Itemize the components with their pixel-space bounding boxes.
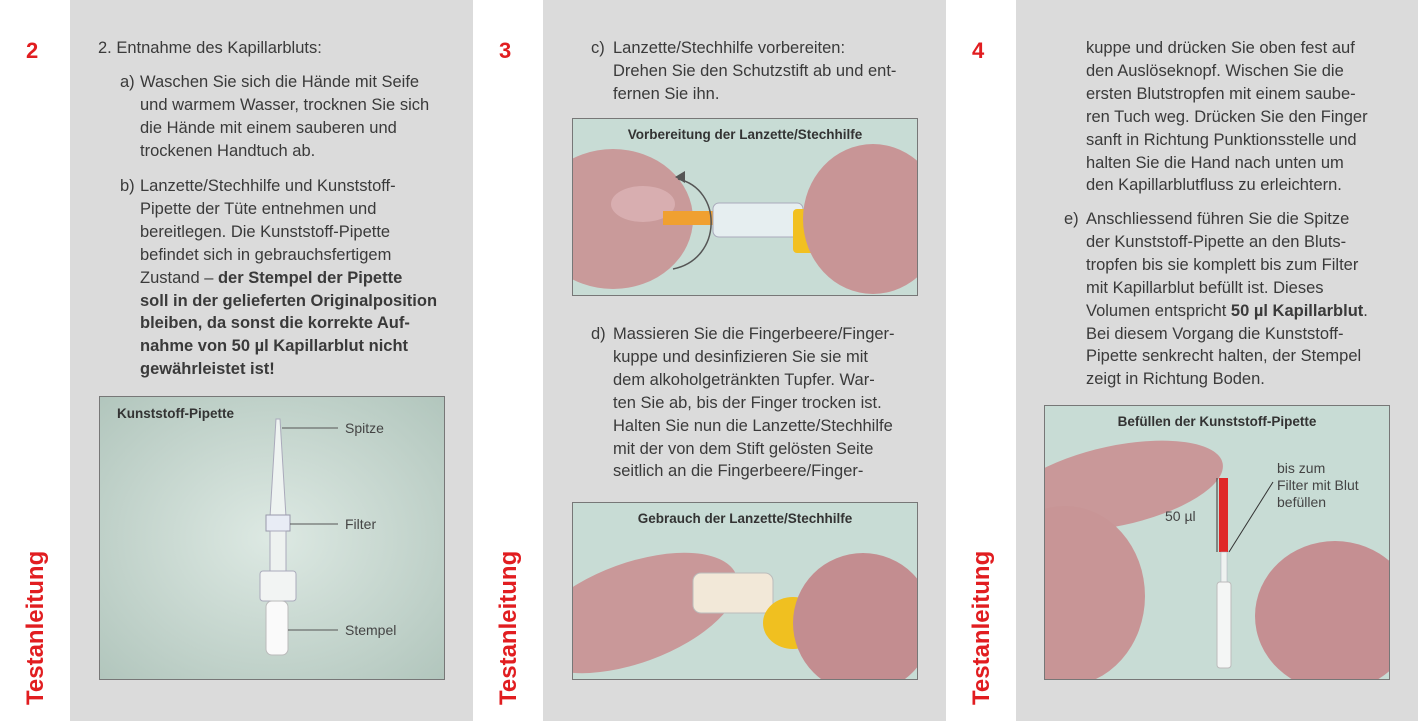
label-tip: Spitze: [345, 420, 384, 436]
volume-label: 50 µl: [1165, 508, 1196, 524]
page3-panel: [543, 0, 946, 721]
step-b-letter: b): [120, 177, 135, 195]
side-label-page2: Testanleitung: [22, 550, 49, 705]
figure-caption: Vorbereitung der Lanzette/Stechhilfe: [627, 127, 863, 142]
lancet-use-illustration: [573, 503, 917, 679]
step-e-text: Anschliessend führen Sie die Spitze der Kunststoff-Pipette an den Bluts- tropfen bis sie komplett bis zum Filter mit Kapillarblut befüllt ist. Dieses Volumen entspricht 50 µl Kapillarblut. Bei diesem Vorgang die Kunststoff- Pipette senkrecht halten, der Stempel zeigt in Richtung Boden.: [1086, 210, 1368, 389]
step-e-letter: e): [1064, 210, 1079, 228]
lancet-prep-illustration: [573, 119, 917, 295]
annotation-line-3: befüllen: [1277, 494, 1327, 510]
step-d-text: Massieren Sie die Fingerbeere/Finger- kuppe und desinfizieren Sie sie mit dem alkoholgetränkten Tupfer. War- ten Sie ab, bis der Finger trocken ist. Halten Sie nun die Lanzette/Stechhilfe mit der von dem Stift gelösten Seite seitlich an die Fingerbeere/Finger-: [613, 325, 895, 481]
step-a-text: Waschen Sie sich die Hände mit Seife und warmem Wasser, trocknen Sie sich die Hände mit einem sauberen und trockenen Handtuch ab.: [140, 73, 430, 160]
page-number-2: 2: [26, 38, 39, 63]
side-label-page4: Testanleitung: [968, 550, 995, 705]
label-filter: Filter: [345, 516, 377, 532]
page4-panel: [1016, 0, 1418, 721]
pipette-fill-figure: [1044, 405, 1390, 680]
step-a-letter: a): [120, 73, 135, 91]
page-number-4: 4: [972, 38, 985, 63]
step-d-letter: d): [591, 325, 606, 343]
step-b-text: Lanzette/Stechhilfe und Kunststoff- Pipette der Tüte entnehmen und bereitlegen. Die Kunststoff-Pipette befindet sich in gebrauchsfertigem Zustand – der Stempel der Pipette soll in der gelieferten Originalposition bleiben, da sonst die korrekte Auf- nahme von 50 µl Kapillarblut nicht gewährleistet ist!: [140, 177, 438, 379]
page2-panel: [70, 0, 473, 721]
annotation-line-2: Filter mit Blut: [1277, 477, 1359, 493]
figure-caption: Gebrauch der Lanzette/Stechhilfe: [637, 511, 853, 526]
pipette-fill-illustration: [1045, 406, 1389, 679]
label-plunger: Stempel: [345, 622, 397, 638]
lancet-prep-figure: [572, 118, 918, 296]
step-c-text: Lanzette/Stechhilfe vorbereiten: Drehen Sie den Schutzstift ab und ent- fernen Sie ihn.: [613, 39, 897, 103]
section-heading: 2. Entnahme des Kapillarbluts:: [98, 39, 322, 57]
step-c-letter: c): [591, 39, 605, 57]
page-number-3: 3: [499, 38, 512, 63]
side-label-page3: Testanleitung: [495, 550, 522, 705]
lancet-use-figure: [572, 502, 918, 680]
pipette-figure: [99, 396, 445, 680]
figure-caption: Befüllen der Kunststoff-Pipette: [1117, 414, 1317, 429]
annotation-line-1: bis zum: [1277, 460, 1326, 476]
figure-caption: Kunststoff-Pipette: [117, 406, 234, 421]
step-d-continued-text: kuppe und drücken Sie oben fest auf den Auslöseknopf. Wischen Sie die ersten Blutstropfen mit einem saube- ren Tuch weg. Drücken Sie den Finger sanft in Richtung Punktionsstelle und halten Sie die Hand nach unten um den Kapillarblutfluss zu erleichtern.: [1086, 39, 1368, 195]
